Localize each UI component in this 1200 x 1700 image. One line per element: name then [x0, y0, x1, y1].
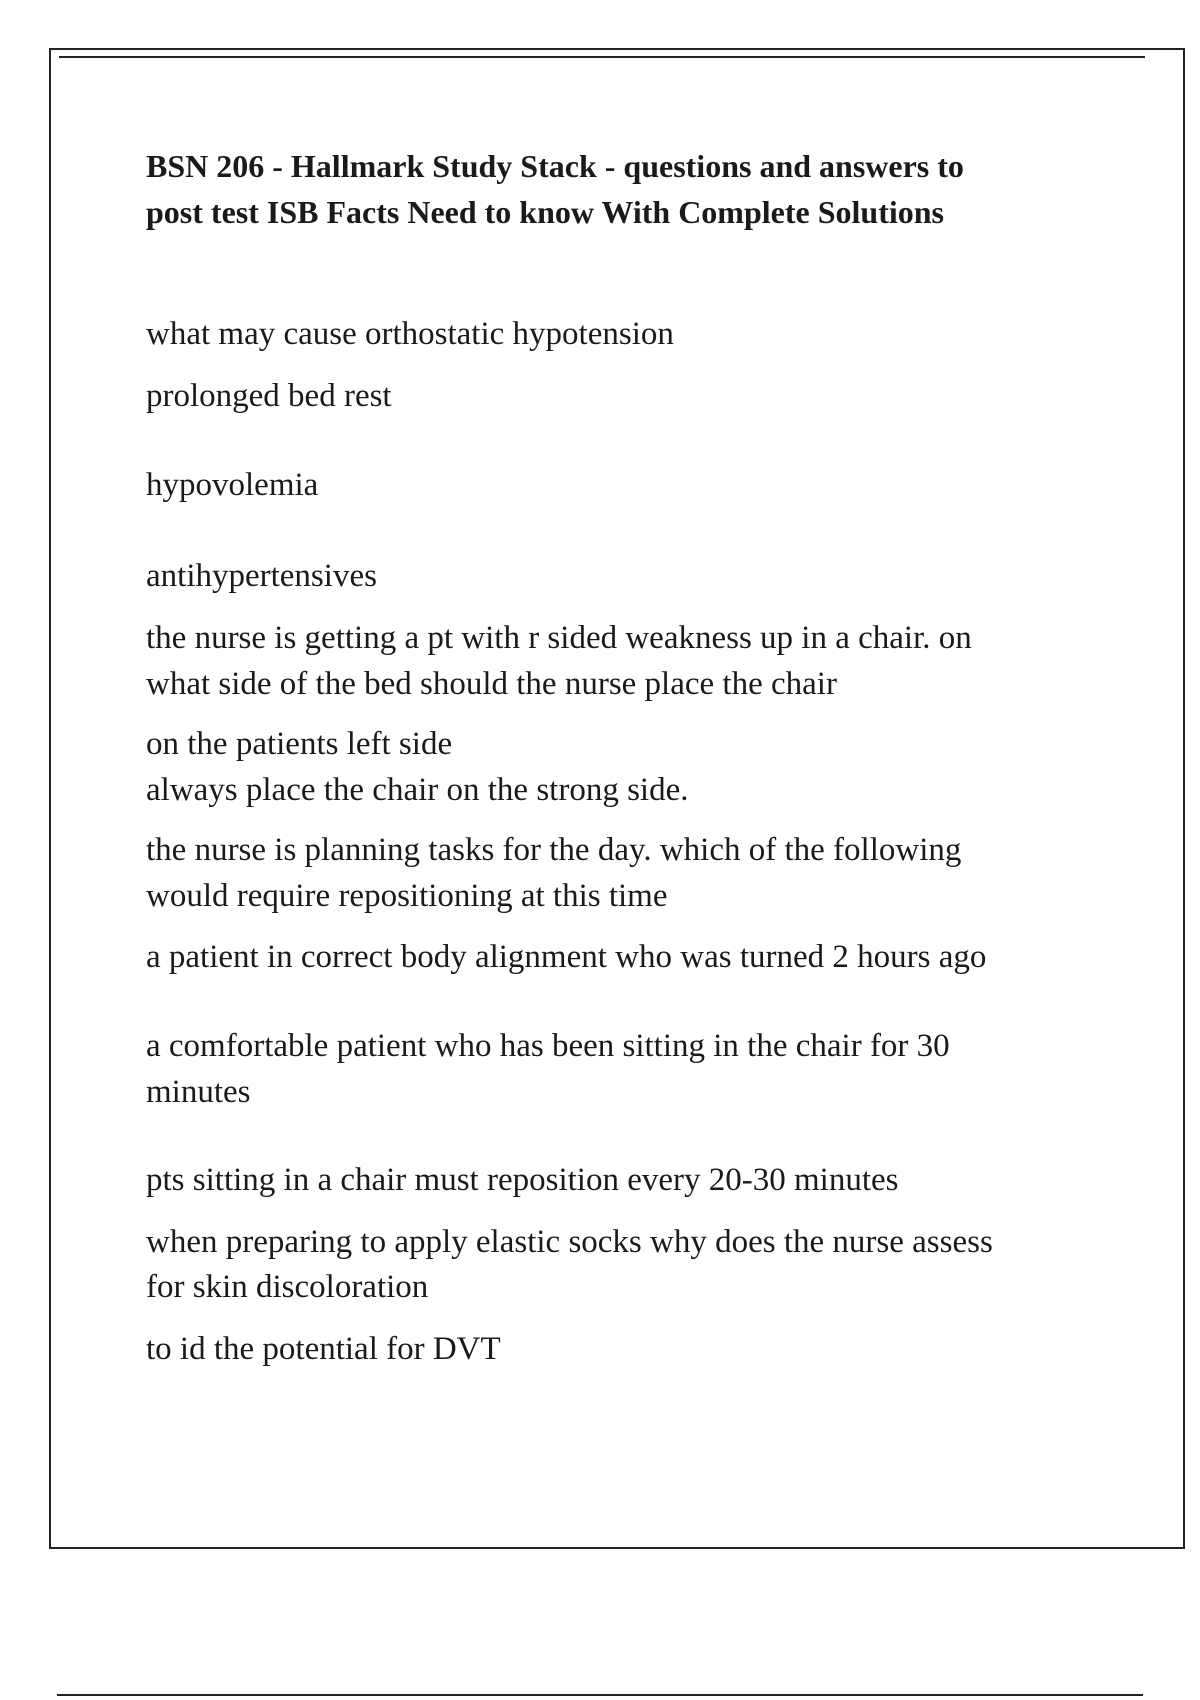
question-1-line: what may cause orthostatic hypotension	[146, 316, 674, 352]
question-3-line-1: the nurse is planning tasks for the day. which of the following	[146, 832, 962, 868]
question-2-line-1: the nurse is getting a pt with r sided weakness up in a chair. on	[146, 620, 972, 656]
title-line-1: BSN 206 - Hallmark Study Stack - questions and answers to	[146, 148, 964, 184]
answer-1-line-3: antihypertensives	[146, 558, 377, 594]
document-title	[146, 143, 1086, 235]
answer-3-line-2: a comfortable patient who has been sitting in the chair for 30	[146, 1028, 950, 1064]
question-3-line-2: would require repositioning at this time	[146, 878, 668, 914]
answer-2-line-2: always place the chair on the strong side.	[146, 772, 689, 808]
question-4-line-2: for skin discoloration	[146, 1269, 429, 1305]
bottom-rule	[57, 1694, 1143, 1696]
answer-3-line-4: pts sitting in a chair must reposition every 20-30 minutes	[146, 1162, 899, 1198]
answer-1-line-1: prolonged bed rest	[146, 378, 392, 414]
answer-1-line-2: hypovolemia	[146, 467, 319, 503]
frame-top-rule	[59, 56, 1145, 58]
question-2-line-2: what side of the bed should the nurse place the chair	[146, 666, 837, 702]
answer-3-line-1: a patient in correct body alignment who was turned 2 hours ago	[146, 939, 987, 975]
question-4-line-1: when preparing to apply elastic socks why does the nurse assess	[146, 1224, 993, 1260]
answer-2-line-1: on the patients left side	[146, 726, 453, 762]
title-line-2: post test ISB Facts Need to know With Complete Solutions	[146, 194, 944, 230]
answer-4-line-1: to id the potential for DVT	[146, 1331, 501, 1367]
answer-3-line-3: minutes	[146, 1074, 251, 1110]
